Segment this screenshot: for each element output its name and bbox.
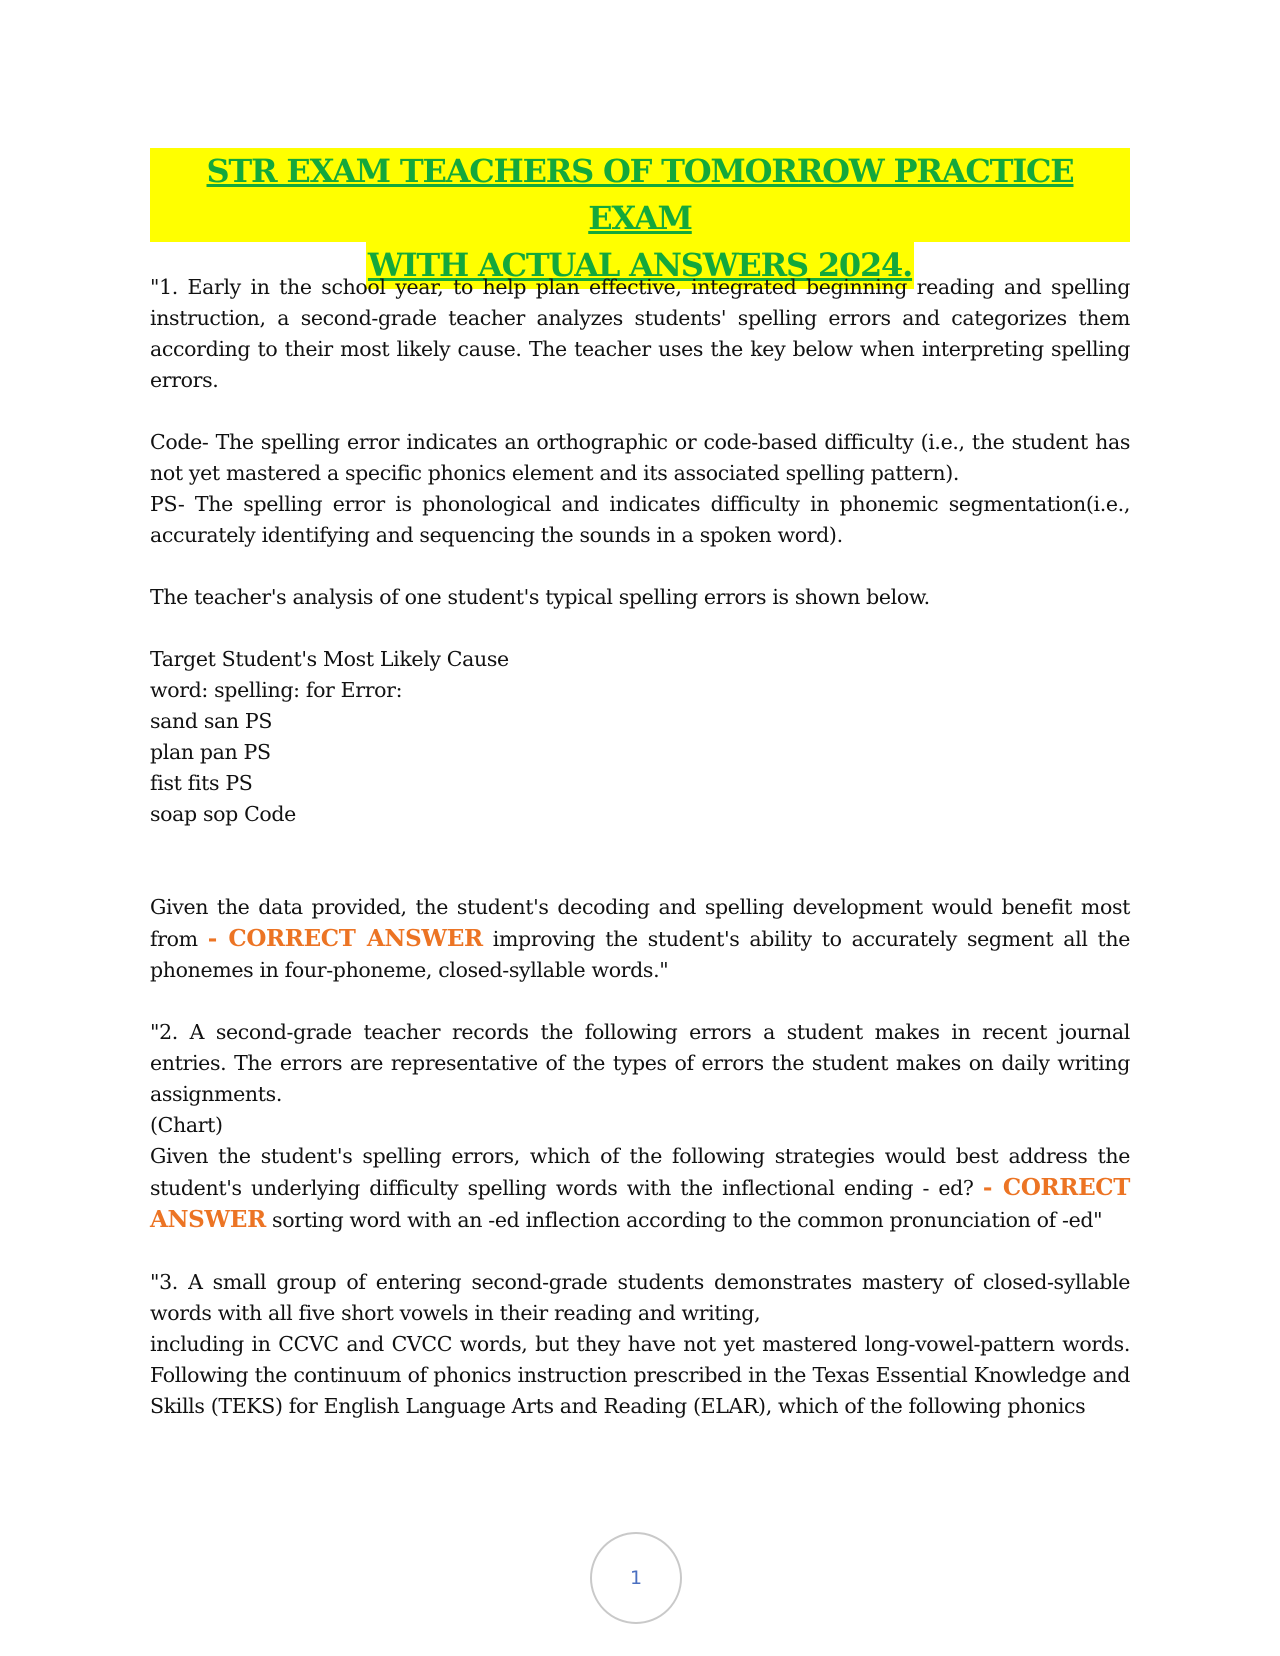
question-2-chart: (Chart) (150, 1113, 223, 1137)
question-1-block (150, 892, 1130, 986)
title-line-1: STR EXAM TEACHERS OF TOMORROW PRACTICE EXAM (150, 148, 1130, 242)
table-line: fist fits PS (150, 771, 253, 795)
table-line: soap sop Code (150, 802, 296, 826)
question-2-answer: sorting word with an -ed inflection according to the common pronunciation of -ed" (272, 1208, 1103, 1232)
table-line: sand san PS (150, 709, 273, 733)
analysis-intro: The teacher's analysis of one student's typical spelling errors is shown below. (150, 585, 930, 609)
question-2-block (150, 1141, 1130, 1236)
key-ps-definition: PS- The spelling error is phonological and indicates difficulty in phonemic segmentation(i.e., accurately identifying and sequencing the sounds in a spoken word). (150, 492, 1130, 547)
table-line: word: spelling: for Error: (150, 678, 403, 702)
key-code-definition: Code- The spelling error indicates an orthographic or code-based difficulty (i.e., the student has not yet mastered a specific phonics element and its associated spelling pattern). (150, 430, 1130, 485)
document-body (150, 272, 1130, 1422)
correct-answer-label: - CORRECT ANSWER (150, 1174, 1130, 1233)
correct-answer-label: - CORRECT ANSWER (207, 925, 483, 952)
question-2-intro: "2. A second-grade teacher records the following errors a student makes in recent journal entries. The errors are representative of the types of errors the student makes on daily writing assignments. (150, 1020, 1130, 1106)
table-line: Target Student's Most Likely Cause (150, 647, 509, 671)
page-number: 1 (590, 1532, 682, 1624)
table-line: plan pan PS (150, 740, 271, 764)
document-title (150, 148, 1130, 289)
question-2-text: Given the student's spelling errors, which of the following strategies would best address the student's underlying difficulty spelling words with the inflectional ending - ed? (150, 1144, 1130, 1200)
spelling-error-table (150, 644, 1130, 830)
question-1-answer: improving the student's ability to accurately segment all the phonemes in four-phoneme, closed-syllable words." (150, 927, 1131, 982)
question-3-line-2: including in CCVC and CVCC words, but they have not yet mastered long-vowel-pattern words. Following the continuum of phonics instruction prescribed in the Texas Essential Knowledge and Skills (TEKS) for English Language Arts and Reading (ELAR), which of the following phonics (150, 1332, 1130, 1418)
question-1-intro: "1. Early in the school year, to help plan effective, integrated beginning reading and spelling instruction, a second-grade teacher analyzes students' spelling errors and categorizes them according to their most likely cause. The teacher uses the key below when interpreting spelling errors. (150, 275, 1130, 392)
question-1-text: Given the data provided, the student's decoding and spelling development would benefit most from (150, 895, 1130, 951)
question-3-line-1: "3. A small group of entering second-grade students demonstrates mastery of closed-syllable words with all five short vowels in their reading and writing, (150, 1270, 1130, 1325)
title-line-2: WITH ACTUAL ANSWERS 2024. (366, 242, 914, 289)
